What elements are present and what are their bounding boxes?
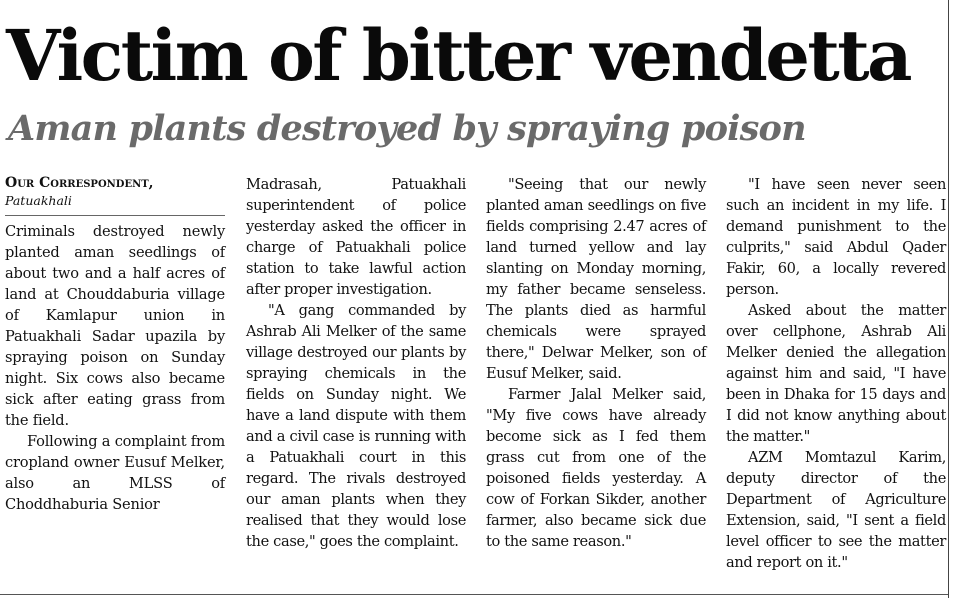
paragraph-7: Asked about the matter over cellphone, Ashrab Ali Melker denied the allegation against him and said, "I have been in Dhaka for 15 days and I did not know anything about the matter." bbox=[726, 302, 946, 445]
paragraph-3: "A gang commanded by Ashrab Ali Melker of the same village destroyed our plants by spraying chemicals in the fields on Sunday night. We have a land dispute with them and a civil case is running with a Patuakhali court in this regard. The rivals destroyed our aman plants when they realised that they would lose the case," goes the complaint. bbox=[246, 302, 466, 550]
article-column-2 bbox=[246, 174, 466, 552]
byline: Our Correspondent, bbox=[5, 175, 154, 191]
right-border-rule bbox=[948, 0, 949, 598]
article-column-1 bbox=[5, 174, 225, 515]
paragraph-2-end: Madrasah, Patuakhali superintendent of police yesterday asked the officer in charge of Patuakhali police station to take lawful action after proper investigation. bbox=[246, 176, 466, 298]
paragraph-8: AZM Momtazul Karim, deputy director of the Department of Agriculture Extension, said, "I sent a field level officer to see the matter and report on it." bbox=[726, 449, 946, 571]
subheadline: Aman plants destroyed by spraying poison bbox=[8, 108, 806, 149]
headline: Victim of bitter vendetta bbox=[6, 14, 910, 97]
paragraph-1: Criminals destroyed newly planted aman seedlings of about two and a half acres of land at Chouddaburia village of Kamlapur union in Patuakhali Sadar upazila by spraying poison on Sunday night. Six cows also became sick after eating grass from the field. bbox=[5, 223, 225, 429]
paragraph-5: Farmer Jalal Melker said, "My five cows have already become sick as I fed them grass cut from one of the poisoned fields yesterday. A cow of Forkan Sikder, another farmer, also became sick due to the same reason." bbox=[486, 386, 706, 550]
paragraph-2-start: Following a complaint from cropland owner Eusuf Melker, also an MLSS of Choddhaburia Senior bbox=[5, 433, 225, 513]
dateline: Patuakhali bbox=[5, 193, 72, 208]
bottom-border-rule bbox=[0, 594, 948, 595]
byline-divider bbox=[5, 215, 225, 216]
article-column-4 bbox=[726, 174, 946, 573]
paragraph-6: "I have seen never seen such an incident in my life. I demand punishment to the culprits," said Abdul Qader Fakir, 60, a locally revered person. bbox=[726, 176, 946, 298]
paragraph-4: "Seeing that our newly planted aman seedlings on five fields comprising 2.47 acres of land turned yellow and lay slanting on Monday morning, my father became senseless. The plants died as harmful chemicals were sprayed there," Delwar Melker, son of Eusuf Melker, said. bbox=[486, 176, 706, 382]
article-column-3 bbox=[486, 174, 706, 552]
